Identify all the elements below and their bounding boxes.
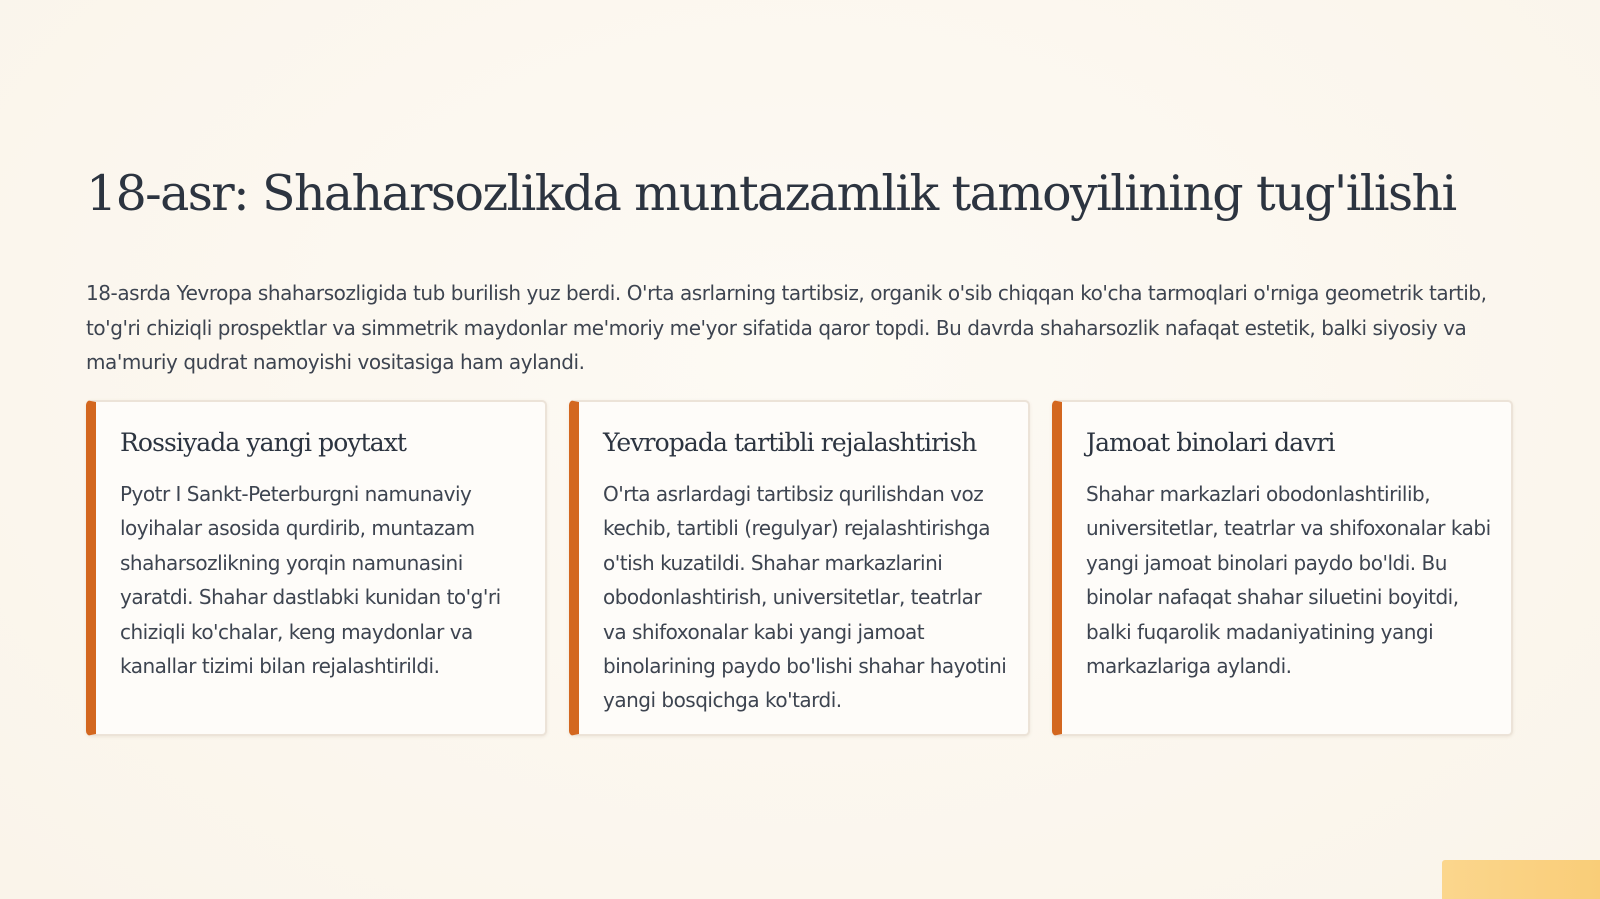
- slide-title: 18-asr: Shaharsozlikda muntazamlik tamoyilining tug'ilishi: [86, 165, 1456, 222]
- card-title: Rossiyada yangi poytaxt: [120, 428, 407, 457]
- card-title: Jamoat binolari davri: [1086, 428, 1335, 457]
- card-title: Yevropada tartibli rejalashtirish: [603, 428, 977, 457]
- intro-paragraph: 18-asrda Yevropa shaharsozligida tub burilish yuz berdi. O'rta asrlarning tartibsiz, organik o'sib chiqqan ko'cha tarmoqlari o'rniga geometrik tartib, to'g'ri chiziqli prospektlar va simmetrik maydonlar me'moriy me'yor sifatida qaror topdi. Bu davrda shaharsozlik nafaqat estetik, balki siyosiy va ma'muriy qudrat namoyishi vositasiga ham aylandi.: [86, 281, 1487, 374]
- card-russia-capital: [86, 400, 547, 736]
- card-europe-planning: [569, 400, 1030, 736]
- card-text: O'rta asrlardagi tartibsiz qurilishdan voz kechib, tartibli (regulyar) rejalashtirishga o'tish kuzatildi. Shahar markazlarini obodonlashtirish, universitetlar, teatrlar va shifoxonalar kabi yangi jamoat binolarining paydo bo'lishi shahar hayotini yangi bosqichga ko'tardi.: [603, 482, 1007, 713]
- corner-accent-bar: [1442, 860, 1600, 899]
- card-text: Shahar markazlari obodonlashtirilib, universitetlar, teatrlar va shifoxonalar kabi yangi jamoat binolari paydo bo'ldi. Bu binolar nafaqat shahar siluetini boyitdi, balki fuqarolik madaniyatining yangi markazlariga aylandi.: [1086, 482, 1491, 679]
- cards-row: [86, 400, 1514, 736]
- card-public-buildings: [1052, 400, 1513, 736]
- card-text: Pyotr I Sankt-Peterburgni namunaviy loyihalar asosida qurdirib, muntazam shaharsozlikning yorqin namunasini yaratdi. Shahar dastlabki kunidan to'g'ri chiziqli ko'chalar, keng maydonlar va kanallar tizimi bilan rejalashtirildi.: [120, 482, 501, 679]
